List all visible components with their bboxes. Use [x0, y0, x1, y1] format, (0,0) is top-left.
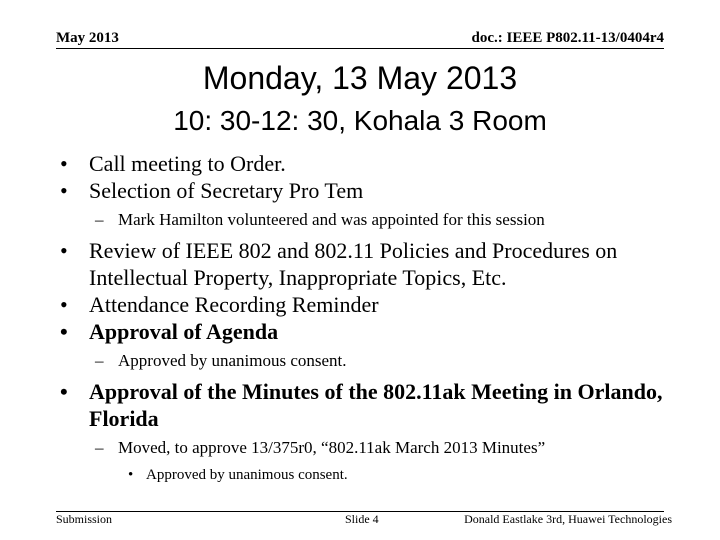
bullet-icon: •	[60, 151, 68, 176]
bullet-text: Approval of the Minutes of the 802.11ak Meeting in Orlando, Florida	[89, 379, 663, 431]
header-divider	[56, 48, 664, 49]
bullet-text: Approval of Agenda	[89, 319, 279, 344]
bullet-minutes	[60, 378, 700, 432]
bullet-icon: •	[128, 467, 134, 483]
bullet-text: Call meeting to Order.	[89, 151, 286, 176]
dash-icon: –	[95, 351, 104, 370]
bullet-text: Attendance Recording Reminder	[89, 292, 379, 317]
sub-bullet-agenda	[60, 350, 700, 372]
bullet-attendance	[60, 291, 700, 318]
bullet-icon: •	[60, 319, 68, 344]
slide-title: Monday, 13 May 2013	[202, 60, 518, 96]
bullet-text: Review of IEEE 802 and 802.11 Policies and Procedures on Intellectual Property, Inappropriate Topics, Etc.	[89, 238, 618, 290]
sub-bullet-text: Mark Hamilton volunteered and was appointed for this session	[118, 210, 545, 229]
slide-body	[60, 150, 700, 485]
bullet-agenda	[60, 318, 700, 345]
header-date: May 2013	[56, 30, 119, 46]
sub-sub-bullet-minutes	[60, 465, 700, 485]
sub-bullet-minutes	[60, 437, 700, 459]
footer-author: Donald Eastlake 3rd, Huawei Technologies	[464, 512, 672, 526]
bullet-policies	[60, 237, 700, 291]
header-doc-id: doc.: IEEE P802.11-13/0404r4	[471, 30, 664, 46]
dash-icon: –	[95, 210, 104, 229]
bullet-call-to-order	[60, 150, 700, 177]
bullet-icon: •	[60, 178, 68, 203]
bullet-secretary	[60, 177, 700, 204]
sub-sub-bullet-text: Approved by unanimous consent.	[146, 467, 348, 483]
sub-bullet-text: Approved by unanimous consent.	[118, 351, 347, 370]
bullet-icon: •	[60, 238, 68, 263]
sub-bullet-text: Moved, to approve 13/375r0, “802.11ak March 2013 Minutes”	[118, 438, 546, 457]
bullet-icon: •	[60, 379, 68, 404]
slide-subtitle: 10: 30-12: 30, Kohala 3 Room	[173, 105, 547, 136]
bullet-icon: •	[60, 292, 68, 317]
bullet-text: Selection of Secretary Pro Tem	[89, 178, 364, 203]
sub-bullet-secretary	[60, 209, 700, 231]
footer-submission: Submission	[56, 512, 113, 526]
dash-icon: –	[95, 438, 104, 457]
footer-slide-number: Slide 4	[345, 512, 379, 526]
